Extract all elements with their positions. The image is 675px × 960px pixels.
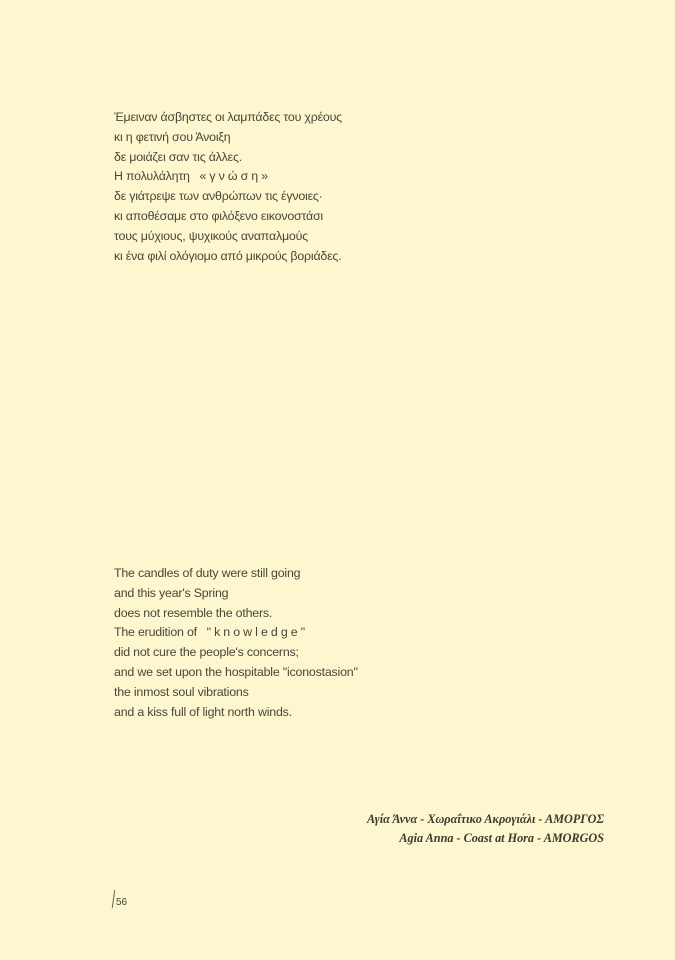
page-number-text: 56 [116, 897, 128, 908]
poem-line: and we set upon the hospitable "iconostasion" [114, 664, 358, 679]
poem-line: Έμειναν άσβηστες οι λαμπάδες του χρέους [114, 110, 342, 124]
caption-english: Agia Anna - Coast at Hora - AMORGOS [399, 831, 604, 845]
poem-line: The candles of duty were still going [114, 566, 301, 580]
poem-line: The erudition of " k n o w l e d g e " [114, 625, 305, 640]
poem-line: κι ένα φιλί ολόγιομο από μικρούς βοριάδες. [114, 248, 342, 263]
page-number-rule [112, 890, 116, 908]
english-poem [114, 564, 358, 722]
poem-line: κι η φετινή σου Άνοιξη [114, 129, 231, 144]
poem-line: τους μύχιους, ψυχικούς αναπαλμούς [114, 228, 308, 243]
caption-greek: Αγία Άννα - Χωραΐτικο Ακρογιάλι - ΑΜΟΡΓΟΣ [366, 812, 604, 826]
poem-line: κι αποθέσαμε στο φιλόξενο εικονοστάσι [114, 208, 323, 223]
poem-line: the inmost soul vibrations [114, 684, 249, 699]
greek-poem [114, 108, 342, 266]
poem-line: and a kiss full of light north winds. [114, 704, 292, 719]
poem-line: δε γιάτρεψε των ανθρώπων τις έγνοιες· [114, 189, 323, 204]
poem-line: and this year's Spring [114, 585, 229, 600]
photo-caption [367, 810, 604, 848]
poem-line: did not cure the people's concerns; [114, 645, 299, 660]
poem-line: does not resemble the others. [114, 605, 273, 620]
poem-line: Η πολυλάλητη « γ ν ώ σ η » [114, 169, 268, 184]
page-number [113, 890, 127, 908]
poem-line: δε μοιάζει σαν τις άλλες. [114, 149, 242, 164]
